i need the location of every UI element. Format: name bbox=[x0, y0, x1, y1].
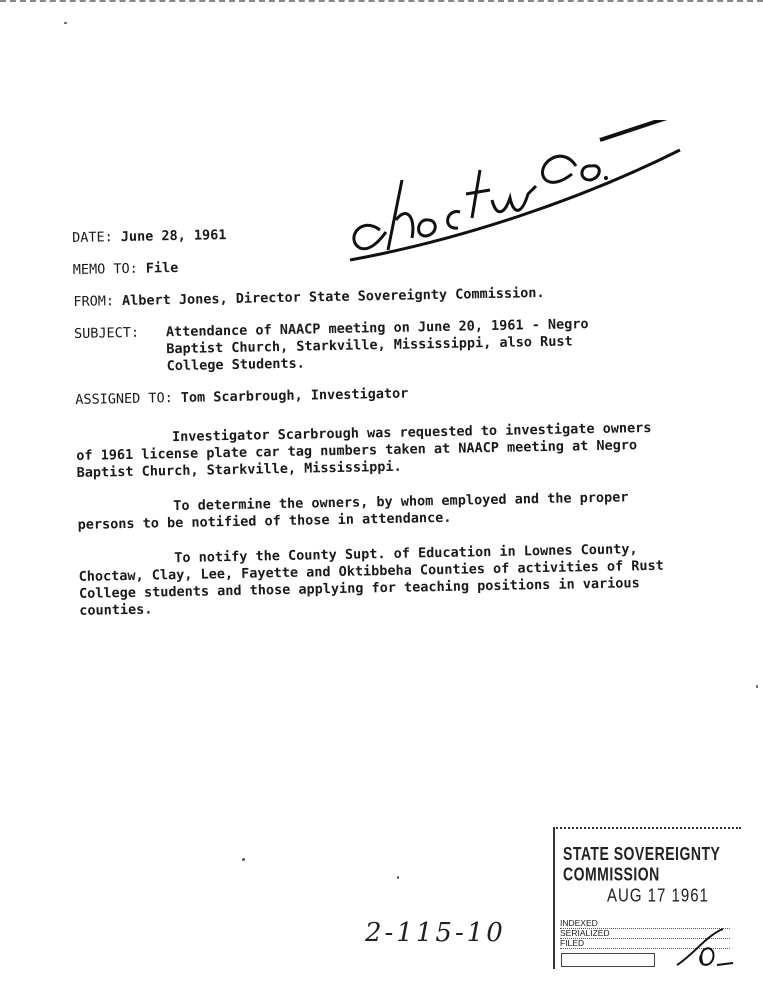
assigned-row bbox=[75, 380, 695, 409]
from-label: FROM: bbox=[73, 293, 115, 310]
scan-speck bbox=[64, 22, 67, 24]
stamp-date: AUG 17 1961 bbox=[607, 885, 709, 907]
from-row bbox=[73, 282, 693, 311]
scan-border bbox=[0, 0, 763, 8]
assigned-label: ASSIGNED TO: bbox=[75, 390, 173, 408]
subject-row bbox=[74, 314, 695, 377]
assigned-value: Tom Scarbrough, Investigator bbox=[180, 385, 409, 406]
document-number: 2-115-10 bbox=[365, 918, 506, 948]
memo-body bbox=[72, 218, 700, 638]
subject-line: College Students. bbox=[166, 355, 305, 375]
paragraph-investigate: Investigator Scarbrough was requested to investigate owners of 1961 license plate car tag numbers taken at NAACP meeting at Negro Baptist Church, Starkville, Mississippi. bbox=[76, 419, 652, 481]
paragraph-notify: To notify the County Supt. of Education in Lownes County, Choctaw, Clay, Lee, Fayette and Oktibbeha Counties of activities of Rust College students and those applying for teaching positions in various counties. bbox=[78, 541, 664, 619]
received-stamp bbox=[553, 827, 741, 969]
scan-speck bbox=[756, 685, 758, 688]
stamp-indexed: INDEXED bbox=[560, 919, 730, 929]
subject-line: Attendance of NAACP meeting on June 20, 1961 - Negro bbox=[165, 316, 589, 341]
scan-speck bbox=[397, 876, 399, 879]
stamp-title: STATE SOVEREIGNTY COMMISSION bbox=[563, 843, 721, 885]
stamp-box bbox=[561, 953, 655, 967]
from-value: Albert Jones, Director State Sovereignty Commission. bbox=[121, 284, 545, 310]
subject-text bbox=[166, 315, 647, 375]
memo-to-row bbox=[73, 250, 693, 279]
stamp-filed: FILED bbox=[560, 939, 730, 949]
subject-line: Baptist Church, Starkville, Mississippi, also Rust bbox=[166, 333, 573, 358]
memo-to-label: MEMO TO: bbox=[72, 260, 138, 278]
date-label: DATE: bbox=[72, 229, 113, 246]
subject-label: SUBJECT: bbox=[73, 324, 140, 342]
date-value: June 28, 1961 bbox=[120, 227, 227, 246]
memo-to-value: File bbox=[145, 259, 179, 277]
handwritten-initials bbox=[673, 925, 739, 971]
scan-speck bbox=[242, 858, 245, 861]
paragraph-determine: To determine the owners, by whom employed and the proper persons to be notified of those in attendance. bbox=[77, 489, 629, 533]
stamp-serialized: SERIALIZED bbox=[560, 929, 730, 939]
